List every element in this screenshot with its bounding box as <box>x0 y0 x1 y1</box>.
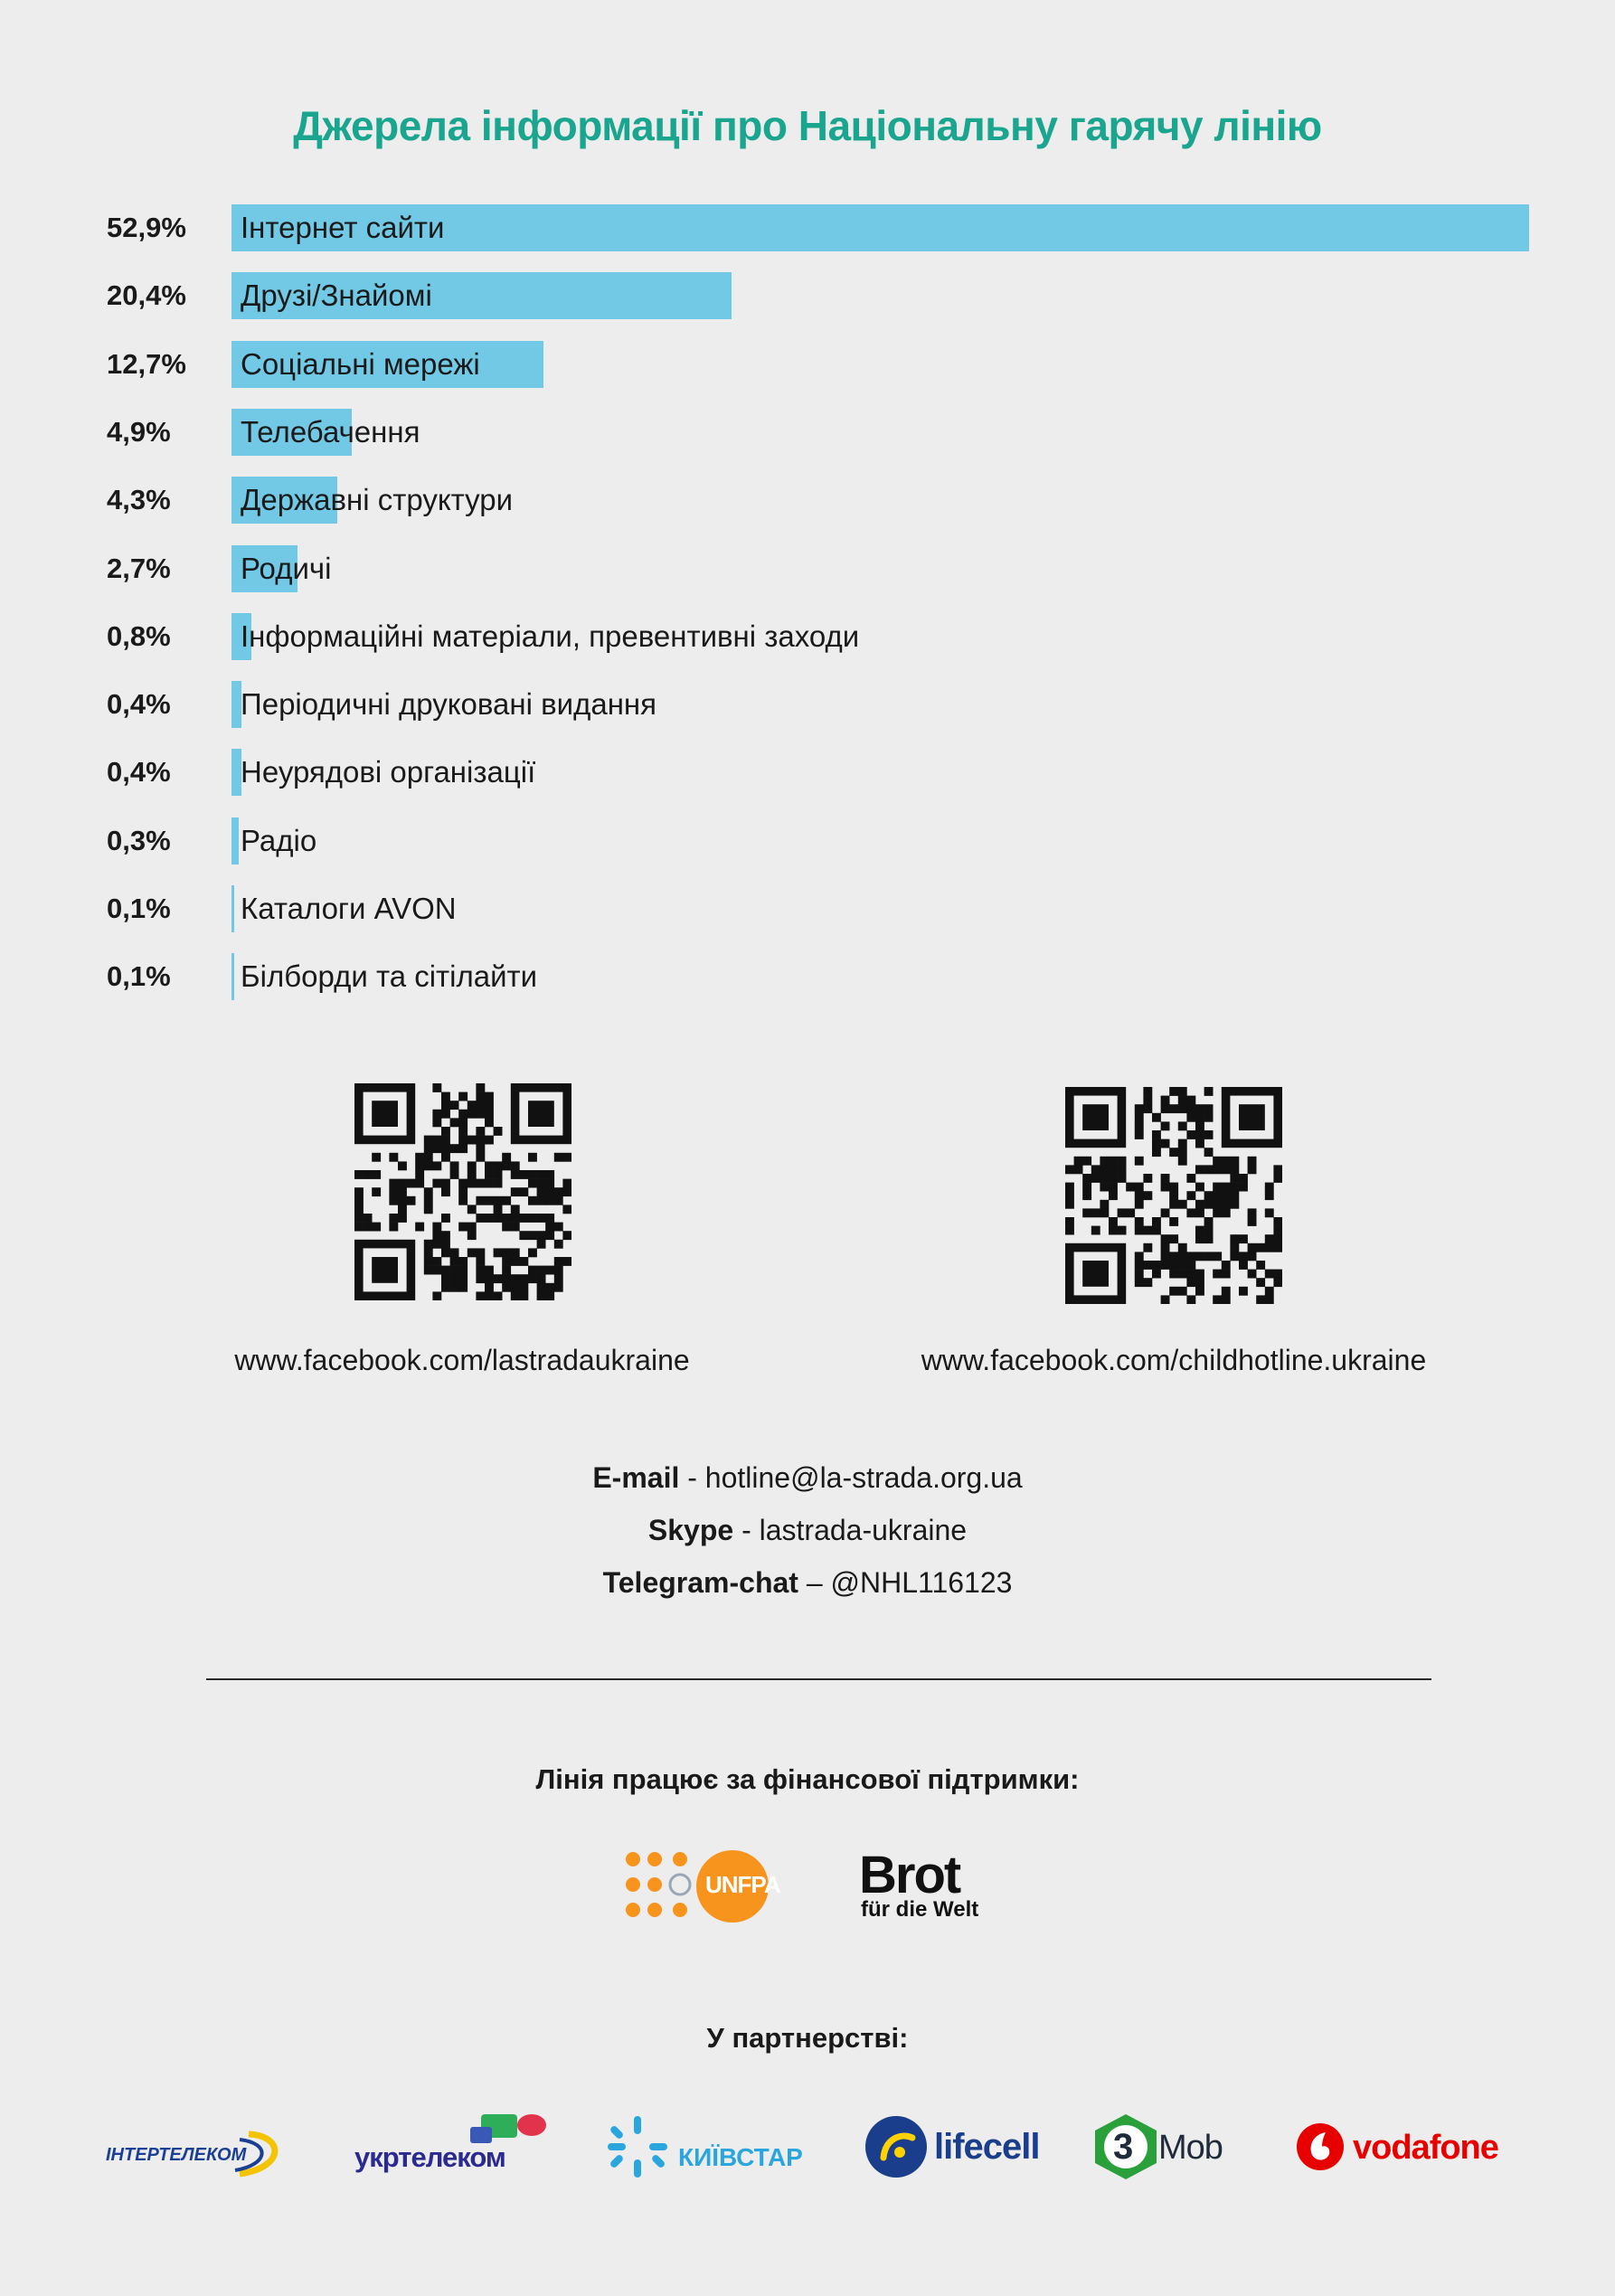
facebook-link-lastrada[interactable]: www.facebook.com/lastradaukraine <box>234 1344 690 1376</box>
kyivstar-logo <box>606 2114 814 2179</box>
category-label: Каталоги AVON <box>241 892 457 925</box>
contact-email <box>0 1461 1615 1495</box>
category-label: Радіо <box>241 823 317 857</box>
value-label: 4,3% <box>107 484 171 516</box>
category-label: Інформаційні матеріали, превентивні заходи <box>241 619 860 653</box>
support-heading: Лінія працює за фінансової підтримки: <box>535 1763 1080 1795</box>
bar <box>231 885 234 932</box>
category-label: Державні структури <box>241 483 514 517</box>
value-label: 0,4% <box>107 688 171 721</box>
category-label: Телебачення <box>241 414 420 449</box>
intertelecom-logo-text: ІНТЕРТЕЛЕКОМ <box>106 2145 247 2165</box>
category-label: Соціальні мережі <box>241 346 480 381</box>
value-label: 0,3% <box>107 824 171 856</box>
partners-heading: У партнерстві: <box>706 2022 909 2054</box>
contact-sep: - <box>679 1461 705 1494</box>
vodafone-logo <box>1295 2121 1521 2172</box>
chart-title: Джерела інформації про Національну гарячу лінію <box>293 102 1322 149</box>
value-label: 0,8% <box>107 619 171 652</box>
value-label: 0,4% <box>107 756 171 789</box>
3mob-logo-number: 3 <box>1113 2127 1134 2167</box>
divider <box>206 1678 1431 1680</box>
value-label: 52,9% <box>107 212 186 243</box>
value-label: 4,9% <box>107 415 171 448</box>
value-label: 2,7% <box>107 552 171 584</box>
category-label: Друзі/Знайомі <box>241 279 432 313</box>
contact-label: E-mail <box>592 1461 680 1494</box>
3mob-logo <box>1090 2111 1234 2183</box>
qr-code-icon <box>1065 1087 1282 1304</box>
ukrtelecom-logo-text: укртелеком <box>354 2141 505 2173</box>
contact-telegram <box>0 1566 1615 1600</box>
brot-logo-text: Brot <box>859 1846 960 1904</box>
contact-skype <box>0 1514 1615 1547</box>
category-label: Родичі <box>241 551 332 585</box>
3mob-logo-text: Mob <box>1158 2129 1223 2167</box>
bar <box>231 817 239 865</box>
lifecell-logo-text: lifecell <box>934 2127 1040 2167</box>
category-label: Неурядові організації <box>241 755 536 789</box>
email-link[interactable]: hotline@la-strada.org.ua <box>704 1461 1023 1494</box>
brot-logo <box>859 1845 1004 1926</box>
facebook-link-childhotline[interactable]: www.facebook.com/childhotline.ukraine <box>921 1344 1427 1376</box>
skype-link[interactable]: lastrada-ukraine <box>759 1514 968 1546</box>
lifecell-logo <box>864 2112 1040 2181</box>
contact-sep: - <box>733 1514 760 1546</box>
ukrtelecom-logo <box>354 2112 553 2176</box>
kyivstar-logo-text: КИЇВСТАР <box>678 2143 803 2171</box>
bar <box>231 953 234 1000</box>
value-label: 0,1% <box>107 893 171 924</box>
intertelecom-logo <box>104 2127 285 2181</box>
brot-logo-subtext: für die Welt <box>861 1897 979 1922</box>
category-label: Інтернет сайти <box>241 211 445 244</box>
telegram-link[interactable]: @NHL116123 <box>830 1566 1013 1599</box>
contact-label: Telegram-chat <box>602 1566 798 1599</box>
contact-label: Skype <box>647 1514 734 1546</box>
vodafone-logo-text: vodafone <box>1353 2129 1498 2167</box>
contact-sep: – <box>798 1566 831 1599</box>
unfpa-logo <box>624 1848 778 1924</box>
value-label: 0,1% <box>107 960 171 993</box>
qr-code-icon <box>354 1083 571 1300</box>
unfpa-logo-text: UNFPA <box>705 1871 780 1898</box>
value-label: 12,7% <box>107 347 186 380</box>
bar-chart <box>0 0 1615 1031</box>
category-label: Періодичні друковані видання <box>241 687 657 722</box>
value-label: 20,4% <box>107 279 186 312</box>
category-label: Білборди та сітілайти <box>241 959 538 994</box>
